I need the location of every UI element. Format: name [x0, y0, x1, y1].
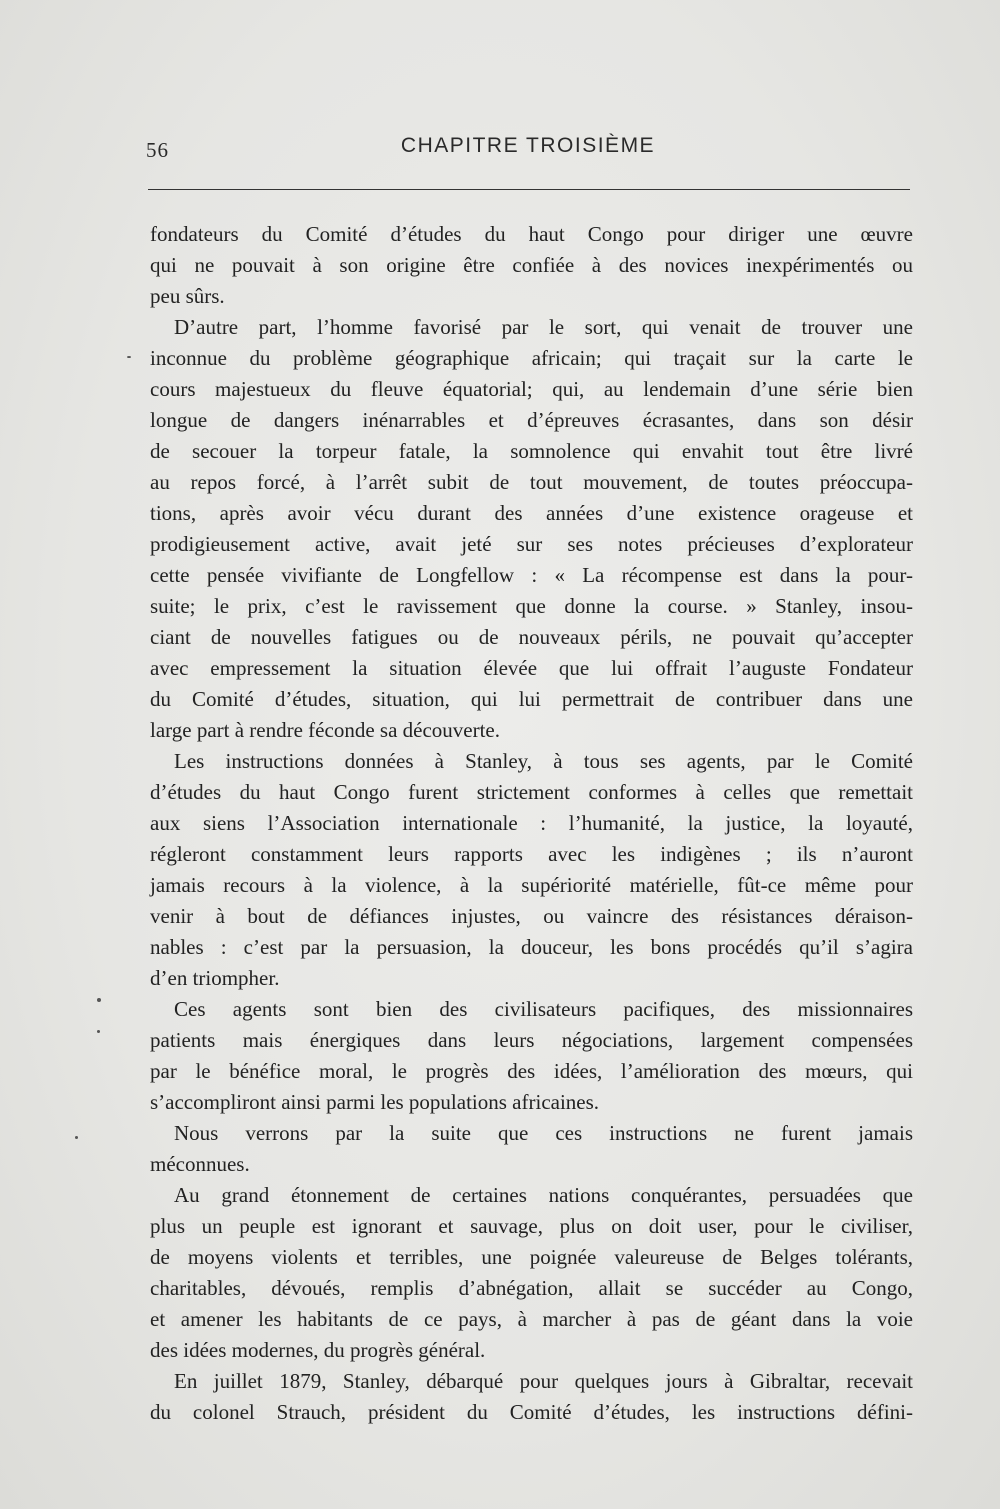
- text-line: Les instructions données à Stanley, à tous ses agents, par le Comité: [174, 749, 913, 773]
- text-line: venir à bout de défiances injustes, ou vaincre des résistances déraison-: [150, 904, 913, 928]
- text-line: d’en triompher.: [150, 966, 280, 990]
- text-line: du Comité d’études, situation, qui lui permettrait de contribuer dans une: [150, 687, 913, 711]
- text-line: par le bénéfice moral, le progrès des idées, l’amélioration des mœurs, qui: [150, 1059, 913, 1083]
- text-line: prodigieusement active, avait jeté sur ses notes précieuses d’explorateur: [150, 532, 913, 556]
- text-line: s’accompliront ainsi parmi les populations africaines.: [150, 1090, 600, 1114]
- text-line: inconnue du problème géographique africain; qui traçait sur la carte le: [150, 346, 913, 370]
- text-line: cours majestueux du fleuve équatorial; qui, au lendemain d’une série bien: [150, 377, 913, 401]
- text-line: patients mais énergiques dans leurs négociations, largement compensées: [150, 1028, 913, 1052]
- text-line: régleront constamment leurs rapports avec les indigènes ; ils n’auront: [150, 842, 913, 866]
- text-line: et amener les habitants de ce pays, à marcher à pas de géant dans la voie: [150, 1307, 913, 1331]
- text-line: plus un peuple est ignorant et sauvage, plus on doit user, pour le civiliser,: [150, 1214, 913, 1238]
- text-line: cette pensée vivifiante de Longfellow : « La récompense est dans la pour-: [150, 563, 913, 587]
- text-line: d’études du haut Congo furent strictement conformes à celles que remettait: [150, 780, 913, 804]
- text-line: charitables, dévoués, remplis d’abnégation, allait se succéder au Congo,: [150, 1276, 913, 1300]
- text-line: de moyens violents et terribles, une poignée valeureuse de Belges tolérants,: [150, 1245, 913, 1269]
- text-line: aux siens l’Association internationale : l’humanité, la justice, la loyauté,: [150, 811, 913, 835]
- print-speck: [75, 1136, 78, 1139]
- text-line: En juillet 1879, Stanley, débarqué pour quelques jours à Gibraltar, recevait: [174, 1369, 913, 1393]
- text-line: jamais recours à la violence, à la supériorité matérielle, fût-ce même pour: [150, 873, 913, 897]
- text-line: peu sûrs.: [150, 284, 225, 308]
- text-line: large part à rendre féconde sa découverte.: [150, 718, 500, 742]
- text-line: Nous verrons par la suite que ces instructions ne furent jamais: [174, 1121, 913, 1145]
- print-speck: [97, 998, 101, 1002]
- print-speck: [127, 356, 131, 358]
- text-line: au repos forcé, à l’arrêt subit de tout mouvement, de toutes préoccupa-: [150, 470, 913, 494]
- text-line: Au grand étonnement de certaines nations conquérantes, persuadées que: [174, 1183, 913, 1207]
- text-line: méconnues.: [150, 1152, 250, 1176]
- header-rule: [148, 189, 910, 190]
- text-line: de secouer la torpeur fatale, la somnolence qui envahit tout être livré: [150, 439, 913, 463]
- text-line: des idées modernes, du progrès général.: [150, 1338, 486, 1362]
- text-line: ciant de nouvelles fatigues ou de nouveaux périls, ne pouvait qu’accepter: [150, 625, 913, 649]
- running-title: CHAPITRE TROISIÈME: [400, 134, 656, 157]
- text-line: nables : c’est par la persuasion, la douceur, les bons procédés qu’il s’agira: [150, 935, 913, 959]
- text-line: tions, après avoir vécu durant des années d’une existence orageuse et: [150, 501, 913, 525]
- text-line: du colonel Strauch, président du Comité d’études, les instructions défini-: [150, 1400, 913, 1424]
- text-line: qui ne pouvait à son origine être confiée à des novices inexpérimentés ou: [150, 253, 913, 277]
- text-line: D’autre part, l’homme favorisé par le sort, qui venait de trouver une: [174, 315, 913, 339]
- text-line: fondateurs du Comité d’études du haut Congo pour diriger une œuvre: [150, 222, 913, 246]
- text-line: avec empressement la situation élevée que lui offrait l’auguste Fondateur: [150, 656, 913, 680]
- page-number: 56: [146, 138, 169, 162]
- print-speck: [97, 1030, 100, 1033]
- text-line: suite; le prix, c’est le ravissement que donne la course. » Stanley, insou-: [150, 594, 913, 618]
- text-line: longue de dangers inénarrables et d’épreuves écrasantes, dans son désir: [150, 408, 913, 432]
- text-line: Ces agents sont bien des civilisateurs pacifiques, des missionnaires: [174, 997, 913, 1021]
- page-header: [0, 134, 1000, 166]
- body-text: [150, 219, 913, 1428]
